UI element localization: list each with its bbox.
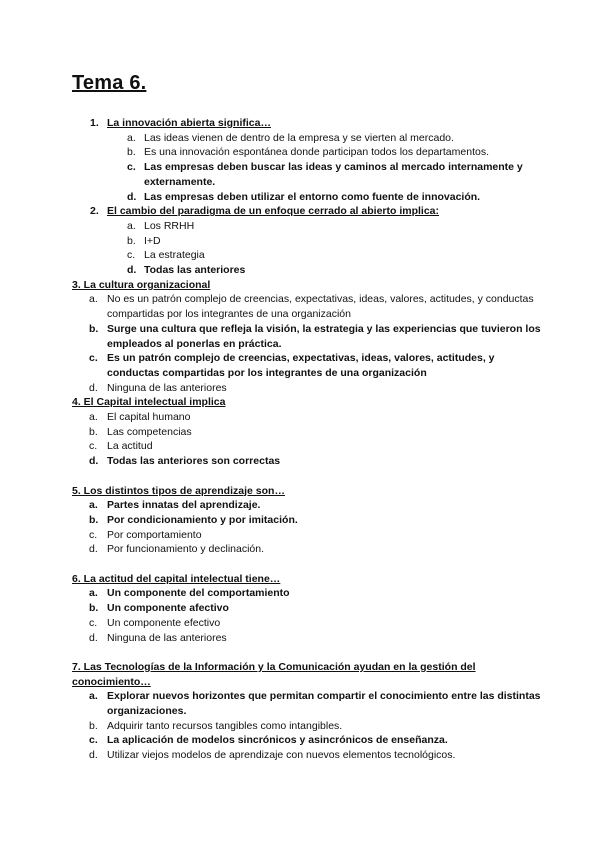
- option-4c: c. La actitud: [89, 440, 153, 453]
- option-6d: d. Ninguna de las anteriores: [89, 631, 227, 644]
- question-7: [72, 660, 542, 689]
- question-text: 4. El Capital intelectual implica: [72, 396, 226, 409]
- question-1: [72, 116, 542, 131]
- option-3d: d. Ninguna de las anteriores: [89, 381, 227, 394]
- option-7c: c. La aplicación de modelos sincrónicos y asincrónicos de enseñanza.: [89, 734, 448, 747]
- option-3b: b. Surge una cultura que refleja la visión, la estrategia y las experiencias que tuvieron los empleados al ponerlas en práctica.: [89, 322, 541, 350]
- option-3c: c. Es un patrón complejo de creencias, expectativas, ideas, valores, actitudes, y conductas compartidas por los integrantes de una organización: [89, 352, 495, 379]
- option-3a: a. No es un patrón complejo de creencias, expectativas, ideas, valores, actitudes, y conductas compartidas por los integrantes de una organización: [89, 293, 534, 321]
- question-text: La innovación abierta significa…: [107, 117, 271, 129]
- spacer: [72, 645, 542, 660]
- option-2b: b. I+D: [127, 234, 161, 247]
- option-2d: d. Todas las anteriores: [127, 264, 246, 277]
- spacer: [72, 469, 542, 484]
- option-5c: c. Por comportamiento: [89, 528, 202, 541]
- option-2a: a. Los RRHH: [127, 219, 195, 232]
- question-number: 1.: [90, 117, 99, 129]
- option-1a: a. Las ideas vienen de dentro de la empresa y se vierten al mercado.: [127, 131, 454, 144]
- option-6c: c. Un componente efectivo: [89, 616, 221, 629]
- option-1b: b. Es una innovación espontánea donde participan todos los departamentos.: [127, 146, 489, 159]
- option-4d: d. Todas las anteriores son correctas: [89, 455, 281, 468]
- option-4b: b. Las competencias: [89, 425, 192, 438]
- question-5: [72, 484, 542, 499]
- option-7a: a. Explorar nuevos horizontes que permitan compartir el conocimiento entre las distintas organizaciones.: [89, 690, 541, 718]
- option-7b: b. Adquirir tanto recursos tangibles como intangibles.: [89, 719, 343, 732]
- question-text: 7. Las Tecnologías de la Información y la Comunicación ayudan en la gestión del conocimiento…: [72, 660, 476, 688]
- option-1c: c. Las empresas deben buscar las ideas y caminos al mercado internamente y externamente.: [127, 161, 523, 188]
- question-2: [72, 204, 542, 219]
- option-5b: b. Por condicionamiento y por imitación.: [89, 513, 298, 526]
- option-1d: d. Las empresas deben utilizar el entorno como fuente de innovación.: [127, 190, 481, 203]
- question-text: 6. La actitud del capital intelectual tiene…: [72, 572, 281, 585]
- question-text: 3. La cultura organizacional: [72, 278, 211, 291]
- option-5a: a. Partes innatas del aprendizaje.: [89, 499, 261, 512]
- page-title: Tema 6.: [72, 72, 147, 94]
- question-number: 2.: [90, 205, 99, 218]
- option-5d: d. Por funcionamiento y declinación.: [89, 543, 265, 556]
- option-6b: b. Un componente afectivo: [89, 602, 229, 615]
- option-7d: d. Utilizar viejos modelos de aprendizaje con nuevos elementos tecnológicos.: [89, 749, 456, 762]
- option-6a: a. Un componente del comportamiento: [89, 587, 290, 600]
- question-text: El cambio del paradigma de un enfoque cerrado al abierto implica:: [107, 205, 439, 218]
- spacer: [72, 557, 542, 572]
- question-list: [72, 116, 542, 763]
- option-4a: a. El capital humano: [89, 411, 191, 424]
- option-2c: c. La estrategia: [127, 249, 205, 262]
- question-6: [72, 572, 542, 587]
- question-3: [72, 278, 542, 293]
- question-4: [72, 395, 542, 410]
- question-text: 5. Los distintos tipos de aprendizaje son…: [72, 484, 285, 497]
